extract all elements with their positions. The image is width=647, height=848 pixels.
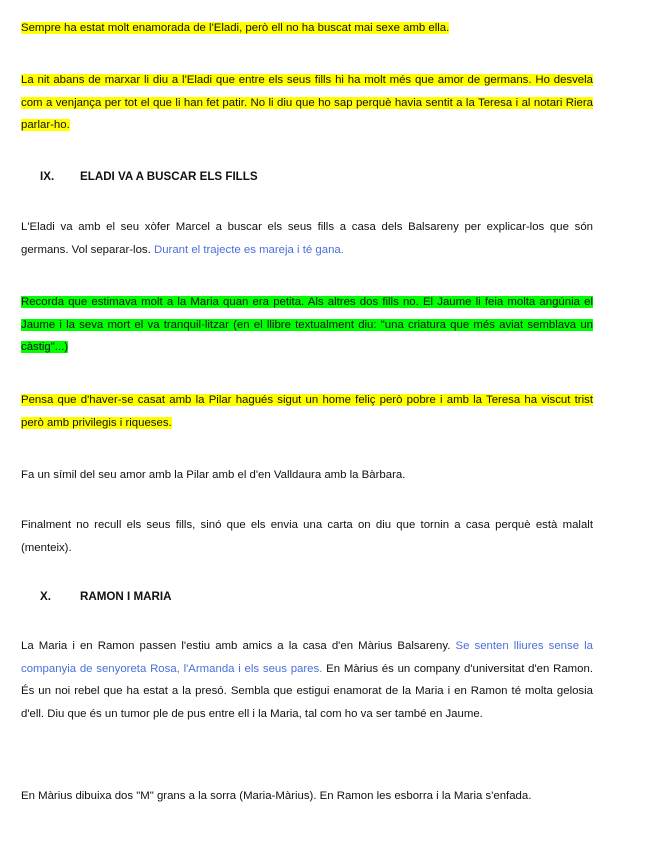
paragraph-recorda bbox=[21, 291, 593, 359]
paragraph-text: Fa un símil del seu amor amb la Pilar amb el d'en Valldaura amb la Bàrbara. bbox=[21, 469, 406, 481]
section-heading-x bbox=[40, 587, 171, 607]
paragraph-sorra bbox=[21, 785, 593, 808]
paragraph-estiu bbox=[21, 635, 593, 725]
highlighted-text: La nit abans de marxar li diu a l'Eladi que entre els seus fills hi ha molt més que amor de germans. Ho desvela com a venjança per tot el que li han fet patir. No li diu que ho sap perquè havia sentit a la Teresa i al notari Riera parlar-ho. bbox=[21, 74, 593, 132]
heading-title: ELADI VA A BUSCAR ELS FILLS bbox=[80, 170, 258, 183]
paragraph-text: L'Eladi va amb el seu xòfer Marcel a buscar els seus fills a casa dels Balsareny per explicar-los que són germans. Vol separar-los. bbox=[21, 221, 593, 256]
paragraph-text: Finalment no recull els seus fills, sinó que els envia una carta on diu que tornin a casa perquè està malalt (menteix). bbox=[21, 519, 593, 554]
paragraph-text: En Màrius dibuixa dos "M" grans a la sorra (Maria-Màrius). En Ramon les esborra i la Maria s'enfada. bbox=[21, 790, 532, 802]
section-heading-ix bbox=[40, 167, 258, 187]
paragraph-enamorada bbox=[21, 17, 593, 40]
paragraph-text: En Màrius és un company d'universitat d'en Ramon. És un noi rebel que ha estat a la presó. Sembla que estigui enamorat de la Maria i en Ramon té molta gelosia d'ell. Diu que és un tumor ple de pus entre ell i la Maria, tal com ho va ser també en Jaume. bbox=[21, 662, 593, 720]
paragraph-eladi-xofer bbox=[21, 216, 593, 261]
blue-text: Se senten lliures sense la companyia de senyoreta Rosa, l'Armanda i els seus pares. bbox=[21, 640, 593, 675]
heading-number: X. bbox=[40, 590, 51, 603]
paragraph-simil bbox=[21, 464, 593, 487]
highlighted-text: Sempre ha estat molt enamorada de l'Eladi, però ell no ha buscat mai sexe amb ella. bbox=[21, 22, 450, 34]
paragraph-finalment bbox=[21, 514, 593, 559]
highlighted-text-green: Recorda que estimava molt a la Maria quan era petita. Als altres dos fills no. El Jaume li feia molta angúnia el Jaume i la seva mort el va tranquil·litzar (en el llibre textualment diu: "una criatura que més aviat semblava un càstig"...) bbox=[21, 296, 593, 354]
paragraph-pensa bbox=[21, 389, 593, 434]
highlighted-text: Pensa que d'haver-se casat amb la Pilar hagués sigut un home feliç però pobre i amb la Teresa ha viscut trist però amb privilegis i riqueses. bbox=[21, 394, 593, 429]
paragraph-nit-abans bbox=[21, 69, 593, 137]
heading-title: RAMON I MARIA bbox=[80, 590, 172, 603]
paragraph-text: La Maria i en Ramon passen l'estiu amb amics a la casa d'en Màrius Balsareny. bbox=[21, 640, 451, 652]
blue-text: Durant el trajecte es mareja i té gana. bbox=[153, 243, 344, 256]
heading-number: IX. bbox=[40, 170, 55, 183]
